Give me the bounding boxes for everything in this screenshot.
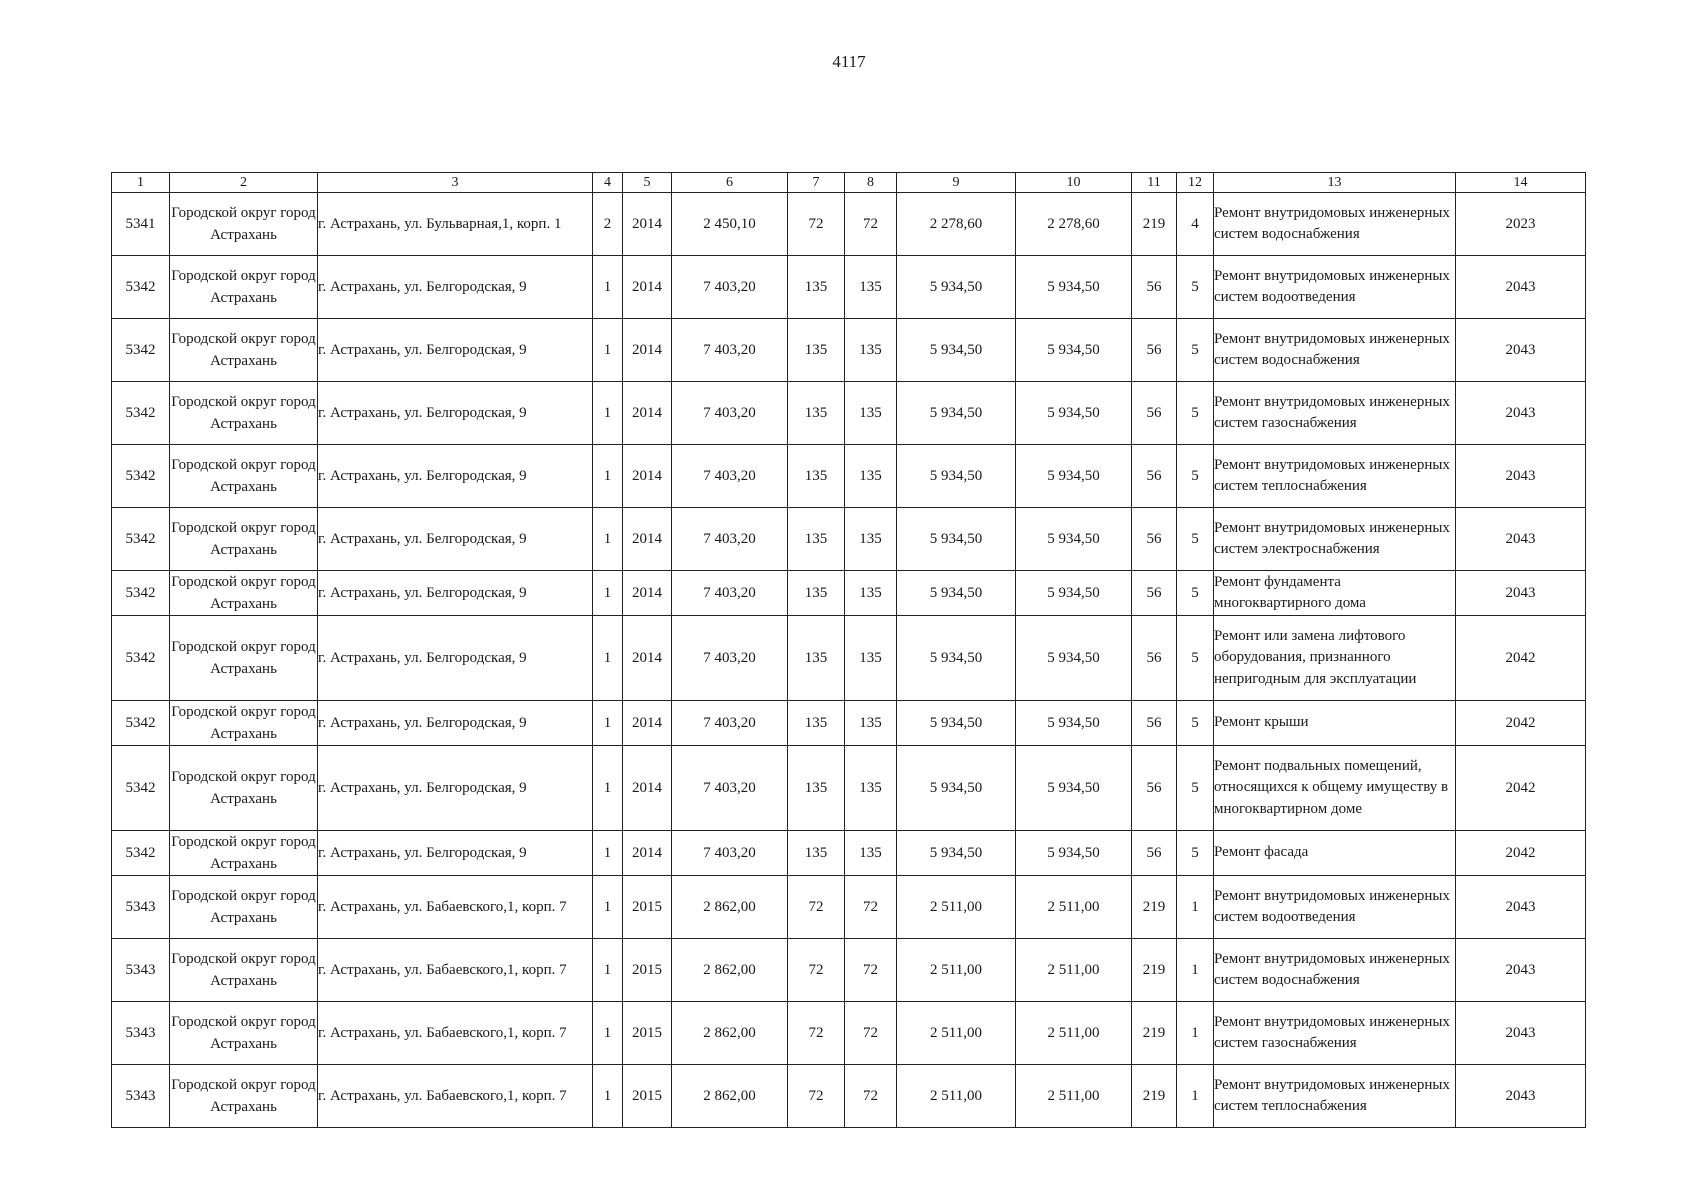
column-header-13: 13 — [1214, 173, 1456, 193]
value-col-10-cell: 5 934,50 — [1016, 616, 1132, 701]
table-row — [112, 508, 1586, 571]
address-cell: г. Астрахань, ул. Белгородская, 9 — [318, 746, 593, 831]
value-col-12-cell: 1 — [1177, 1002, 1214, 1065]
value-col-7-cell: 72 — [788, 939, 845, 1002]
value-col-7-cell: 72 — [788, 876, 845, 939]
total-area-cell: 2 450,10 — [672, 193, 788, 256]
planned-year-cell: 2023 — [1456, 193, 1586, 256]
column-header-1: 1 — [112, 173, 170, 193]
column-header-7: 7 — [788, 173, 845, 193]
total-area-cell: 7 403,20 — [672, 256, 788, 319]
work-type-cell: Ремонт внутридомовых инженерных систем водоотведения — [1214, 876, 1456, 939]
value-col-8-cell: 135 — [845, 701, 897, 746]
entrance-count-cell: 1 — [593, 701, 623, 746]
year-cell: 2014 — [623, 616, 672, 701]
total-area-cell: 7 403,20 — [672, 445, 788, 508]
value-col-10-cell: 5 934,50 — [1016, 445, 1132, 508]
value-col-10-cell: 5 934,50 — [1016, 319, 1132, 382]
year-cell: 2015 — [623, 1065, 672, 1128]
record-number-cell: 5343 — [112, 1002, 170, 1065]
work-type-cell: Ремонт внутридомовых инженерных систем газоснабжения — [1214, 382, 1456, 445]
record-number-cell: 5343 — [112, 939, 170, 1002]
work-type-cell: Ремонт внутридомовых инженерных систем водоснабжения — [1214, 939, 1456, 1002]
value-col-8-cell: 135 — [845, 508, 897, 571]
record-number-cell: 5343 — [112, 1065, 170, 1128]
table-row — [112, 939, 1586, 1002]
value-col-10-cell: 2 511,00 — [1016, 1065, 1132, 1128]
value-col-11-cell: 56 — [1132, 571, 1177, 616]
value-col-9-cell: 2 278,60 — [897, 193, 1016, 256]
entrance-count-cell: 1 — [593, 831, 623, 876]
column-header-2: 2 — [170, 173, 318, 193]
address-cell: г. Астрахань, ул. Белгородская, 9 — [318, 319, 593, 382]
municipality-cell: Городской округ город Астрахань — [170, 319, 318, 382]
value-col-12-cell: 1 — [1177, 939, 1214, 1002]
total-area-cell: 7 403,20 — [672, 701, 788, 746]
work-type-cell: Ремонт внутридомовых инженерных систем водоснабжения — [1214, 319, 1456, 382]
value-col-10-cell: 5 934,50 — [1016, 382, 1132, 445]
municipality-cell: Городской округ город Астрахань — [170, 256, 318, 319]
entrance-count-cell: 1 — [593, 876, 623, 939]
municipality-cell: Городской округ город Астрахань — [170, 876, 318, 939]
value-col-10-cell: 5 934,50 — [1016, 701, 1132, 746]
planned-year-cell: 2043 — [1456, 571, 1586, 616]
column-header-6: 6 — [672, 173, 788, 193]
work-type-cell: Ремонт подвальных помещений, относящихся к общему имуществу в многоквартирном доме — [1214, 746, 1456, 831]
value-col-12-cell: 5 — [1177, 256, 1214, 319]
value-col-11-cell: 56 — [1132, 256, 1177, 319]
work-type-cell: Ремонт внутридомовых инженерных систем теплоснабжения — [1214, 1065, 1456, 1128]
value-col-9-cell: 5 934,50 — [897, 616, 1016, 701]
year-cell: 2014 — [623, 571, 672, 616]
column-header-9: 9 — [897, 173, 1016, 193]
year-cell: 2014 — [623, 508, 672, 571]
work-type-cell: Ремонт внутридомовых инженерных систем водоснабжения — [1214, 193, 1456, 256]
record-number-cell: 5342 — [112, 256, 170, 319]
record-number-cell: 5341 — [112, 193, 170, 256]
total-area-cell: 7 403,20 — [672, 319, 788, 382]
record-number-cell: 5342 — [112, 445, 170, 508]
municipality-cell: Городской округ город Астрахань — [170, 1065, 318, 1128]
year-cell: 2014 — [623, 193, 672, 256]
address-cell: г. Астрахань, ул. Бульварная,1, корп. 1 — [318, 193, 593, 256]
value-col-10-cell: 2 511,00 — [1016, 876, 1132, 939]
value-col-7-cell: 135 — [788, 571, 845, 616]
value-col-7-cell: 72 — [788, 193, 845, 256]
value-col-10-cell: 5 934,50 — [1016, 508, 1132, 571]
planned-year-cell: 2043 — [1456, 319, 1586, 382]
capital-repair-table — [111, 172, 1586, 1128]
entrance-count-cell: 2 — [593, 193, 623, 256]
table-body — [112, 193, 1586, 1128]
value-col-9-cell: 5 934,50 — [897, 831, 1016, 876]
value-col-12-cell: 5 — [1177, 746, 1214, 831]
planned-year-cell: 2043 — [1456, 1002, 1586, 1065]
address-cell: г. Астрахань, ул. Бабаевского,1, корп. 7 — [318, 1002, 593, 1065]
value-col-7-cell: 135 — [788, 445, 845, 508]
total-area-cell: 2 862,00 — [672, 939, 788, 1002]
value-col-10-cell: 2 278,60 — [1016, 193, 1132, 256]
value-col-12-cell: 4 — [1177, 193, 1214, 256]
total-area-cell: 7 403,20 — [672, 382, 788, 445]
value-col-9-cell: 2 511,00 — [897, 1065, 1016, 1128]
record-number-cell: 5342 — [112, 508, 170, 571]
record-number-cell: 5343 — [112, 876, 170, 939]
table-row — [112, 382, 1586, 445]
total-area-cell: 2 862,00 — [672, 1002, 788, 1065]
planned-year-cell: 2042 — [1456, 831, 1586, 876]
year-cell: 2014 — [623, 701, 672, 746]
year-cell: 2014 — [623, 319, 672, 382]
table-row — [112, 746, 1586, 831]
address-cell: г. Астрахань, ул. Белгородская, 9 — [318, 701, 593, 746]
work-type-cell: Ремонт фасада — [1214, 831, 1456, 876]
value-col-12-cell: 1 — [1177, 876, 1214, 939]
entrance-count-cell: 1 — [593, 1065, 623, 1128]
value-col-11-cell: 219 — [1132, 1065, 1177, 1128]
value-col-7-cell: 72 — [788, 1002, 845, 1065]
record-number-cell: 5342 — [112, 319, 170, 382]
record-number-cell: 5342 — [112, 571, 170, 616]
value-col-12-cell: 5 — [1177, 831, 1214, 876]
total-area-cell: 2 862,00 — [672, 876, 788, 939]
total-area-cell: 7 403,20 — [672, 616, 788, 701]
value-col-8-cell: 72 — [845, 1002, 897, 1065]
record-number-cell: 5342 — [112, 616, 170, 701]
municipality-cell: Городской округ город Астрахань — [170, 445, 318, 508]
address-cell: г. Астрахань, ул. Бабаевского,1, корп. 7 — [318, 1065, 593, 1128]
value-col-11-cell: 56 — [1132, 746, 1177, 831]
value-col-7-cell: 135 — [788, 701, 845, 746]
column-header-3: 3 — [318, 173, 593, 193]
total-area-cell: 7 403,20 — [672, 508, 788, 571]
work-type-cell: Ремонт крыши — [1214, 701, 1456, 746]
year-cell: 2014 — [623, 256, 672, 319]
work-type-cell: Ремонт внутридомовых инженерных систем теплоснабжения — [1214, 445, 1456, 508]
municipality-cell: Городской округ город Астрахань — [170, 701, 318, 746]
value-col-10-cell: 5 934,50 — [1016, 256, 1132, 319]
municipality-cell: Городской округ город Астрахань — [170, 831, 318, 876]
year-cell: 2015 — [623, 876, 672, 939]
value-col-12-cell: 5 — [1177, 382, 1214, 445]
table-row — [112, 701, 1586, 746]
table-row — [112, 256, 1586, 319]
value-col-11-cell: 219 — [1132, 939, 1177, 1002]
value-col-7-cell: 135 — [788, 831, 845, 876]
value-col-11-cell: 56 — [1132, 382, 1177, 445]
planned-year-cell: 2042 — [1456, 701, 1586, 746]
address-cell: г. Астрахань, ул. Бабаевского,1, корп. 7 — [318, 939, 593, 1002]
table-row — [112, 445, 1586, 508]
municipality-cell: Городской округ город Астрахань — [170, 1002, 318, 1065]
planned-year-cell: 2043 — [1456, 876, 1586, 939]
entrance-count-cell: 1 — [593, 382, 623, 445]
table-row — [112, 1002, 1586, 1065]
year-cell: 2014 — [623, 831, 672, 876]
municipality-cell: Городской округ город Астрахань — [170, 616, 318, 701]
value-col-12-cell: 5 — [1177, 616, 1214, 701]
column-header-12: 12 — [1177, 173, 1214, 193]
value-col-10-cell: 2 511,00 — [1016, 939, 1132, 1002]
total-area-cell: 2 862,00 — [672, 1065, 788, 1128]
value-col-10-cell: 2 511,00 — [1016, 1002, 1132, 1065]
value-col-7-cell: 72 — [788, 1065, 845, 1128]
entrance-count-cell: 1 — [593, 571, 623, 616]
value-col-8-cell: 135 — [845, 571, 897, 616]
planned-year-cell: 2043 — [1456, 508, 1586, 571]
record-number-cell: 5342 — [112, 382, 170, 445]
year-cell: 2015 — [623, 1002, 672, 1065]
value-col-7-cell: 135 — [788, 616, 845, 701]
address-cell: г. Астрахань, ул. Белгородская, 9 — [318, 571, 593, 616]
value-col-9-cell: 2 511,00 — [897, 876, 1016, 939]
value-col-12-cell: 5 — [1177, 319, 1214, 382]
entrance-count-cell: 1 — [593, 256, 623, 319]
planned-year-cell: 2043 — [1456, 256, 1586, 319]
value-col-8-cell: 135 — [845, 616, 897, 701]
entrance-count-cell: 1 — [593, 939, 623, 1002]
table-row — [112, 319, 1586, 382]
municipality-cell: Городской округ город Астрахань — [170, 508, 318, 571]
total-area-cell: 7 403,20 — [672, 571, 788, 616]
value-col-7-cell: 135 — [788, 746, 845, 831]
value-col-8-cell: 135 — [845, 382, 897, 445]
value-col-8-cell: 72 — [845, 193, 897, 256]
planned-year-cell: 2043 — [1456, 939, 1586, 1002]
value-col-9-cell: 5 934,50 — [897, 701, 1016, 746]
value-col-7-cell: 135 — [788, 508, 845, 571]
value-col-7-cell: 135 — [788, 256, 845, 319]
record-number-cell: 5342 — [112, 831, 170, 876]
value-col-11-cell: 56 — [1132, 508, 1177, 571]
value-col-7-cell: 135 — [788, 319, 845, 382]
value-col-12-cell: 5 — [1177, 445, 1214, 508]
entrance-count-cell: 1 — [593, 1002, 623, 1065]
value-col-12-cell: 5 — [1177, 508, 1214, 571]
year-cell: 2014 — [623, 445, 672, 508]
entrance-count-cell: 1 — [593, 508, 623, 571]
work-type-cell: Ремонт или замена лифтового оборудования, признанного непригодным для эксплуатации — [1214, 616, 1456, 701]
municipality-cell: Городской округ город Астрахань — [170, 382, 318, 445]
value-col-11-cell: 219 — [1132, 193, 1177, 256]
address-cell: г. Астрахань, ул. Бабаевского,1, корп. 7 — [318, 876, 593, 939]
address-cell: г. Астрахань, ул. Белгородская, 9 — [318, 445, 593, 508]
entrance-count-cell: 1 — [593, 319, 623, 382]
value-col-9-cell: 5 934,50 — [897, 382, 1016, 445]
value-col-8-cell: 135 — [845, 831, 897, 876]
value-col-9-cell: 5 934,50 — [897, 571, 1016, 616]
value-col-9-cell: 5 934,50 — [897, 319, 1016, 382]
work-type-cell: Ремонт фундамента многоквартирного дома — [1214, 571, 1456, 616]
municipality-cell: Городской округ город Астрахань — [170, 571, 318, 616]
value-col-9-cell: 5 934,50 — [897, 256, 1016, 319]
value-col-9-cell: 2 511,00 — [897, 939, 1016, 1002]
municipality-cell: Городской округ город Астрахань — [170, 746, 318, 831]
value-col-8-cell: 135 — [845, 319, 897, 382]
column-header-4: 4 — [593, 173, 623, 193]
value-col-9-cell: 5 934,50 — [897, 445, 1016, 508]
year-cell: 2014 — [623, 382, 672, 445]
table-row — [112, 571, 1586, 616]
value-col-11-cell: 219 — [1132, 1002, 1177, 1065]
value-col-8-cell: 72 — [845, 876, 897, 939]
year-cell: 2014 — [623, 746, 672, 831]
value-col-12-cell: 5 — [1177, 571, 1214, 616]
address-cell: г. Астрахань, ул. Белгородская, 9 — [318, 256, 593, 319]
planned-year-cell: 2043 — [1456, 382, 1586, 445]
address-cell: г. Астрахань, ул. Белгородская, 9 — [318, 382, 593, 445]
value-col-11-cell: 56 — [1132, 616, 1177, 701]
table-row — [112, 616, 1586, 701]
total-area-cell: 7 403,20 — [672, 746, 788, 831]
value-col-9-cell: 5 934,50 — [897, 746, 1016, 831]
table-row — [112, 1065, 1586, 1128]
value-col-8-cell: 72 — [845, 939, 897, 1002]
address-cell: г. Астрахань, ул. Белгородская, 9 — [318, 508, 593, 571]
table-row — [112, 193, 1586, 256]
table-row — [112, 876, 1586, 939]
page-number: 4117 — [832, 52, 866, 71]
value-col-11-cell: 56 — [1132, 445, 1177, 508]
address-cell: г. Астрахань, ул. Белгородская, 9 — [318, 831, 593, 876]
value-col-8-cell: 135 — [845, 256, 897, 319]
work-type-cell: Ремонт внутридомовых инженерных систем газоснабжения — [1214, 1002, 1456, 1065]
value-col-11-cell: 56 — [1132, 831, 1177, 876]
table-row — [112, 831, 1586, 876]
planned-year-cell: 2043 — [1456, 1065, 1586, 1128]
entrance-count-cell: 1 — [593, 616, 623, 701]
entrance-count-cell: 1 — [593, 445, 623, 508]
column-header-11: 11 — [1132, 173, 1177, 193]
value-col-10-cell: 5 934,50 — [1016, 746, 1132, 831]
municipality-cell: Городской округ город Астрахань — [170, 939, 318, 1002]
record-number-cell: 5342 — [112, 701, 170, 746]
value-col-8-cell: 135 — [845, 445, 897, 508]
value-col-12-cell: 1 — [1177, 1065, 1214, 1128]
value-col-11-cell: 56 — [1132, 701, 1177, 746]
work-type-cell: Ремонт внутридомовых инженерных систем электроснабжения — [1214, 508, 1456, 571]
value-col-10-cell: 5 934,50 — [1016, 831, 1132, 876]
value-col-8-cell: 72 — [845, 1065, 897, 1128]
value-col-11-cell: 56 — [1132, 319, 1177, 382]
column-header-14: 14 — [1456, 173, 1586, 193]
work-type-cell: Ремонт внутридомовых инженерных систем водоотведения — [1214, 256, 1456, 319]
year-cell: 2015 — [623, 939, 672, 1002]
value-col-12-cell: 5 — [1177, 701, 1214, 746]
planned-year-cell: 2043 — [1456, 445, 1586, 508]
header-row — [112, 173, 1586, 193]
value-col-7-cell: 135 — [788, 382, 845, 445]
value-col-11-cell: 219 — [1132, 876, 1177, 939]
municipality-cell: Городской округ город Астрахань — [170, 193, 318, 256]
column-header-10: 10 — [1016, 173, 1132, 193]
value-col-8-cell: 135 — [845, 746, 897, 831]
planned-year-cell: 2042 — [1456, 616, 1586, 701]
entrance-count-cell: 1 — [593, 746, 623, 831]
value-col-10-cell: 5 934,50 — [1016, 571, 1132, 616]
total-area-cell: 7 403,20 — [672, 831, 788, 876]
column-header-5: 5 — [623, 173, 672, 193]
address-cell: г. Астрахань, ул. Белгородская, 9 — [318, 616, 593, 701]
value-col-9-cell: 2 511,00 — [897, 1002, 1016, 1065]
value-col-9-cell: 5 934,50 — [897, 508, 1016, 571]
column-header-8: 8 — [845, 173, 897, 193]
record-number-cell: 5342 — [112, 746, 170, 831]
planned-year-cell: 2042 — [1456, 746, 1586, 831]
